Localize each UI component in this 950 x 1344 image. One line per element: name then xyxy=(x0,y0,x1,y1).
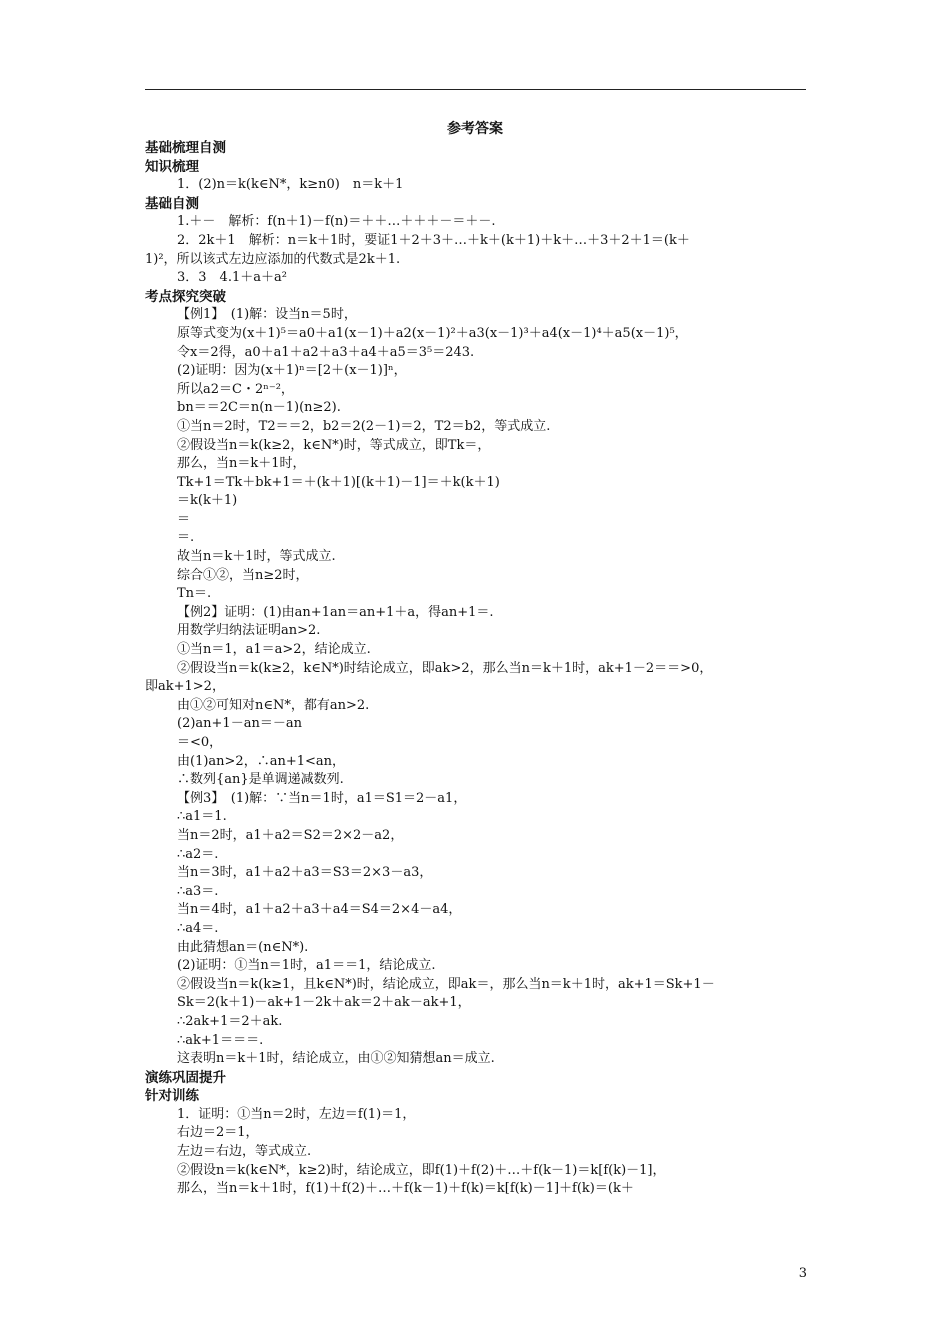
text-line: 那么，当n＝k＋1时， xyxy=(177,456,306,472)
section-heading: 知识梳理 xyxy=(145,158,199,175)
text-line: ∴a2＝. xyxy=(177,846,219,862)
text-line: ②假设当n＝k(k≥1，且k∈N*)时，结论成立，即ak＝，那么当n＝k＋1时，ak+1＝Sk+1－ xyxy=(177,976,715,992)
page-title: 参考答案 xyxy=(447,121,503,137)
text-line: bn＝＝2C＝n(n－1)(n≥2). xyxy=(177,400,341,416)
text-line: 【例1】 (1)解：设当n＝5时， xyxy=(177,307,357,323)
text-line: ①当n＝2时，T2＝＝2，b2＝2(2－1)＝2，T2＝b2，等式成立. xyxy=(177,418,551,434)
text-line: 故当n＝k＋1时，等式成立. xyxy=(177,549,336,565)
text-line: 原等式变为(x＋1)⁵＝a0＋a1(x－1)＋a2(x－1)²＋a3(x－1)³＋a4(x－1)⁴＋a5(x－1)⁵， xyxy=(177,325,688,341)
text-line: ②假设当n＝k(k≥2，k∈N*)时结论成立，即ak>2，那么当n＝k＋1时，ak+1－2＝＝>0， xyxy=(177,660,713,676)
text-line: ∴数列{an}是单调递减数列. xyxy=(177,772,344,788)
text-line: ①当n＝1，a1＝a>2，结论成立. xyxy=(177,642,371,658)
section-heading: 基础自测 xyxy=(145,195,199,212)
text-line: 1)²，所以该式左边应添加的代数式是2k＋1. xyxy=(145,251,401,267)
text-line: 所以a2＝C・2ⁿ⁻²， xyxy=(177,381,294,397)
text-line: 【例3】 (1)解：∵当n＝1时，a1＝S1＝2－a1， xyxy=(177,790,467,806)
text-line: 1．(2)n＝k(k∈N*，k≥n0) n＝k＋1 xyxy=(177,177,404,193)
section-heading: 考点探究突破 xyxy=(145,288,226,305)
text-line: Sk＝2(k＋1)－ak+1－2k＋ak＝2＋ak－ak+1， xyxy=(177,995,471,1011)
text-line: 当n＝3时，a1＋a2＋a3＝S3＝2×3－a3， xyxy=(177,865,433,881)
text-line: 综合①②，当n≥2时， xyxy=(177,567,309,583)
text-line: 2．2k＋1 解析：n＝k＋1时，要证1＋2＋3＋…＋k＋(k＋1)＋k＋…＋3＋2＋1＝(k＋ xyxy=(177,232,690,248)
section-heading: 演练巩固提升 xyxy=(145,1069,226,1086)
text-line: 用数学归纳法证明an>2. xyxy=(177,623,321,639)
text-line: ∴ak+1＝＝＝. xyxy=(177,1032,264,1048)
text-line: 即ak+1>2， xyxy=(145,679,225,695)
text-line: 【例2】证明：(1)由an+1an＝an+1＋a，得an+1＝. xyxy=(177,604,494,620)
text-line: (2)an+1－an＝－an xyxy=(177,716,302,732)
text-line: 由①②可知对n∈N*，都有an>2. xyxy=(177,697,370,713)
text-line: Tk+1＝Tk＋bk+1＝＋(k＋1)[(k＋1)－1]＝＋k(k＋1) xyxy=(177,474,500,490)
text-line: 1.＋－ 解析：f(n＋1)－f(n)＝＋＋…＋＋＋－＝＋－. xyxy=(177,214,496,230)
text-line: 令x＝2得，a0＋a1＋a2＋a3＋a4＋a5＝3⁵＝243. xyxy=(177,344,475,360)
section-heading: 针对训练 xyxy=(145,1088,199,1105)
text-line: ②假设n＝k(k∈N*，k≥2)时，结论成立，即f(1)＋f(2)＋…＋f(k－1)＝k[f(k)－1]， xyxy=(177,1162,666,1178)
text-line: 这表明n＝k＋1时，结论成立，由①②知猜想an＝成立. xyxy=(177,1051,495,1067)
text-line: ∴2ak+1＝2＋ak. xyxy=(177,1013,283,1029)
text-line: ＝<0， xyxy=(177,735,223,750)
header-rule xyxy=(145,89,806,90)
text-line: (2)证明：①当n＝1时，a1＝＝1，结论成立. xyxy=(177,958,436,974)
text-line: ②假设当n＝k(k≥2，k∈N*)时，等式成立，即Tk＝， xyxy=(177,437,491,453)
text-line: ∴a3＝. xyxy=(177,883,219,899)
page-number: 3 xyxy=(798,1266,807,1281)
section-heading: 基础梳理自测 xyxy=(145,140,226,156)
text-line: 由此猜想an＝(n∈N*). xyxy=(177,939,309,955)
text-line: (2)证明：因为(x＋1)ⁿ＝[2＋(x－1)]ⁿ， xyxy=(177,363,407,379)
text-line: 左边＝右边，等式成立. xyxy=(177,1144,312,1160)
text-line: 3．3 4.1＋a＋a² xyxy=(177,270,287,286)
text-line: ＝. xyxy=(177,530,195,546)
answer-body xyxy=(145,139,807,1199)
text-line: ＝ xyxy=(177,511,191,527)
text-line: 那么，当n＝k＋1时，f(1)＋f(2)＋…＋f(k－1)＋f(k)＝k[f(k)－1]＋f(k)＝(k＋ xyxy=(177,1181,634,1197)
text-line: ∴a4＝. xyxy=(177,920,219,936)
text-line: 由(1)an>2，∴an+1<an， xyxy=(177,753,346,769)
text-line: Tn＝. xyxy=(177,586,212,602)
text-line: 右边＝2＝1， xyxy=(177,1125,259,1141)
text-line: ∴a1＝1. xyxy=(177,809,227,825)
text-line: 当n＝2时，a1＋a2＝S2＝2×2－a2， xyxy=(177,827,404,843)
text-line: 当n＝4时，a1＋a2＋a3＋a4＝S4＝2×4－a4， xyxy=(177,902,462,918)
text-line: 1．证明：①当n＝2时，左边＝f(1)＝1， xyxy=(177,1106,416,1122)
text-line: ＝k(k＋1) xyxy=(177,493,238,509)
